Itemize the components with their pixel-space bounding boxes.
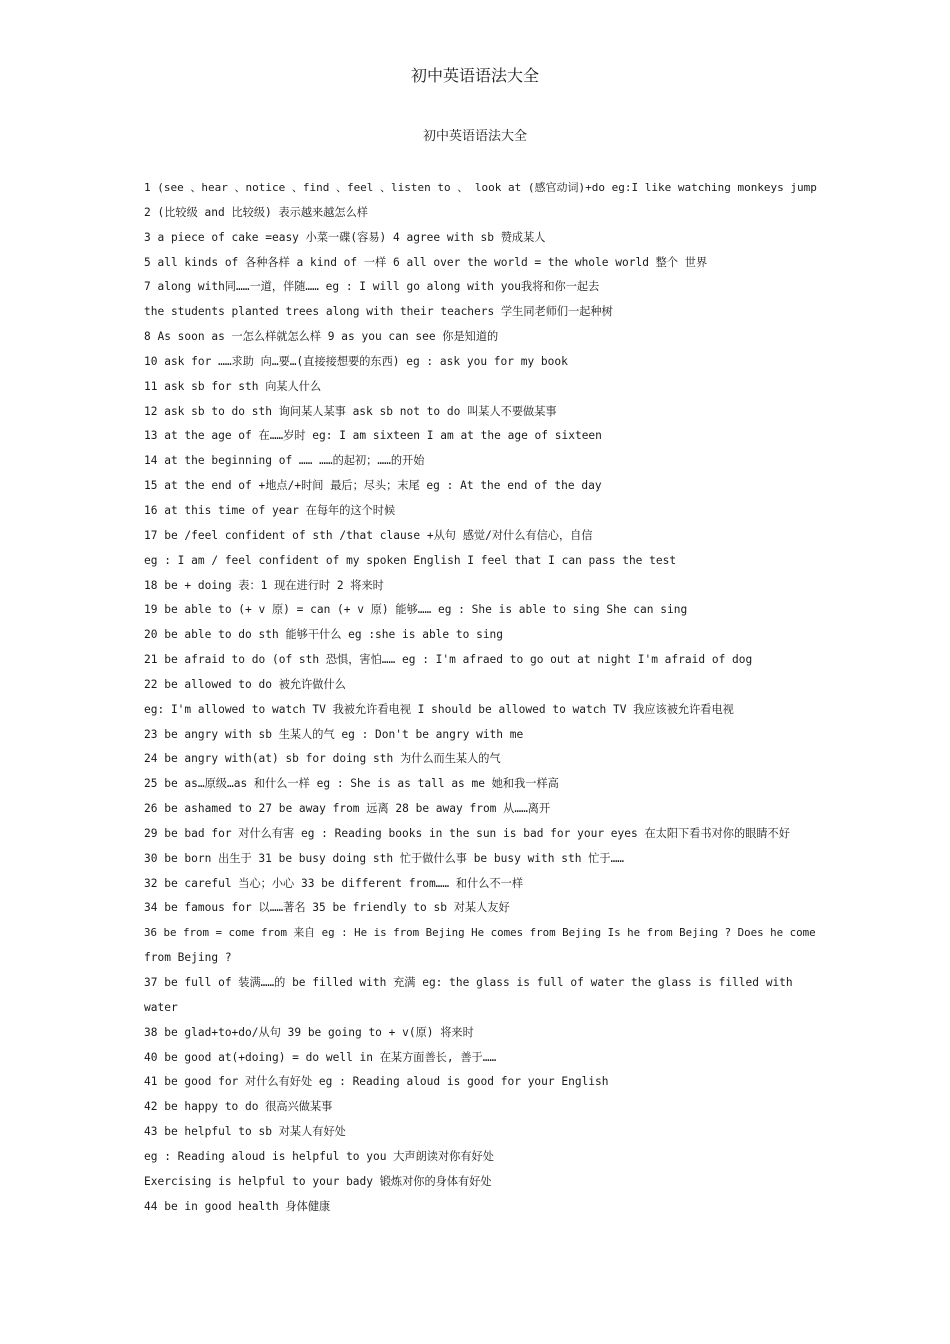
text-line: water: [144, 1000, 178, 1014]
text-line: Exercising is helpful to your bady 锻炼对你的身体有好处: [144, 1174, 492, 1188]
text-line: 23 be angry with sb 生某人的气 eg : Don't be angry with me: [144, 727, 524, 741]
text-line: 32 be careful 当心；小心 33 be different from…… 和什么不一样: [144, 876, 524, 890]
text-line: 15 at the end of +地点/+时间 最后；尽头；末尾 eg : At the end of the day: [144, 479, 602, 493]
text-line: 19 be able to (+ v 原) = can (+ v 原) 能够…… eg : She is able to sing She can sing: [144, 603, 688, 617]
text-line: 10 ask for ……求助 向…要…(直接接想要的东西) eg : ask you for my book: [144, 354, 568, 368]
text-line: 14 at the beginning of …… ……的起初；……的开始: [144, 454, 425, 468]
document-body: [144, 176, 824, 1219]
text-line: 26 be ashamed to 27 be away from 远离 28 be away from 从……离开: [144, 802, 551, 816]
text-line: 16 at this time of year 在每年的这个时候: [144, 503, 396, 517]
text-line: 37 be full of 装满……的 be filled with 充满 eg: the glass is full of water the glass is filled with: [144, 976, 793, 989]
text-line: 30 be born 出生于 31 be busy doing sth 忙于做什么事 be busy with sth 忙于……: [144, 851, 625, 865]
text-line: 20 be able to do sth 能够干什么 eg :she is able to sing: [144, 628, 504, 642]
text-line: 24 be angry with(at) sb for doing sth 为什么而生某人的气: [144, 752, 501, 766]
text-line: 25 be as…原级…as 和什么一样 eg : She is as tall as me 她和我一样高: [144, 777, 559, 791]
text-line: 36 be from = come from 来自 eg : He is from Bejing He comes from Bejing Is he from Bejing ? Does he come: [144, 926, 816, 940]
text-line: eg : Reading aloud is helpful to you 大声朗读对你有好处: [144, 1149, 494, 1163]
text-line: 29 be bad for 对什么有害 eg : Reading books in the sun is bad for your eyes 在太阳下看书对你的眼睛不好: [144, 826, 790, 840]
text-line: 11 ask sb for sth 向某人什么: [144, 379, 322, 393]
text-line: 42 be happy to do 很高兴做某事: [144, 1100, 333, 1114]
text-line: 2 (比较级 and 比较级) 表示越来越怎么样: [144, 205, 368, 219]
text-line: 12 ask sb to do sth 询问某人某事 ask sb not to do 叫某人不要做某事: [144, 404, 557, 418]
text-line: from Bejing ?: [144, 951, 232, 965]
text-line: 43 be helpful to sb 对某人有好处: [144, 1125, 346, 1139]
text-line: 18 be + doing 表：1 现在进行时 2 将来时: [144, 578, 384, 592]
text-line: 34 be famous for 以……著名 35 be friendly to sb 对某人友好: [144, 901, 510, 915]
text-line: 40 be good at(+doing) = do well in 在某方面善长, 善于……: [144, 1050, 497, 1064]
text-line: 17 be /feel confident of sth /that clause +从句 感觉/对什么有信心，自信: [144, 528, 593, 542]
text-line: 1 (see 、hear 、notice 、find 、feel 、listen to 、 look at (感官动词)+do eg:I like watching monkeys jump: [144, 181, 817, 194]
text-line: 13 at the age of 在……岁时 eg: I am sixteen I am at the age of sixteen: [144, 429, 602, 443]
page-title: 初中英语语法大全: [410, 66, 539, 85]
text-line: 3 a piece of cake =easy 小菜一碟(容易) 4 agree with sb 赞成某人: [144, 230, 546, 244]
text-line: 21 be afraid to do (of sth 恐惧，害怕…… eg : I'm afraed to go out at night I'm afraid of dog: [144, 653, 753, 667]
text-line: 41 be good for 对什么有好处 eg : Reading aloud is good for your English: [144, 1075, 609, 1089]
text-line: eg: I'm allowed to watch TV 我被允许看电视 I should be allowed to watch TV 我应该被允许看电视: [144, 702, 734, 716]
text-line: 5 all kinds of 各种各样 a kind of 一样 6 all over the world = the whole world 整个 世界: [144, 255, 708, 269]
text-line: 8 As soon as 一怎么样就怎么样 9 as you can see 你是知道的: [144, 330, 499, 344]
text-line: 7 along with同……一道，伴随…… eg : I will go along with you我将和你一起去: [144, 280, 600, 294]
text-line: 22 be allowed to do 被允许做什么: [144, 677, 346, 691]
text-line: 38 be glad+to+do/从句 39 be going to + v(原) 将来时: [144, 1025, 474, 1039]
text-line: eg : I am / feel confident of my spoken English I feel that I can pass the test: [144, 553, 677, 567]
text-line: 44 be in good health 身体健康: [144, 1199, 331, 1213]
document-subtitle: 初中英语语法大全: [422, 129, 527, 144]
text-line: the students planted trees along with their teachers 学生同老师们一起种树: [144, 305, 613, 319]
